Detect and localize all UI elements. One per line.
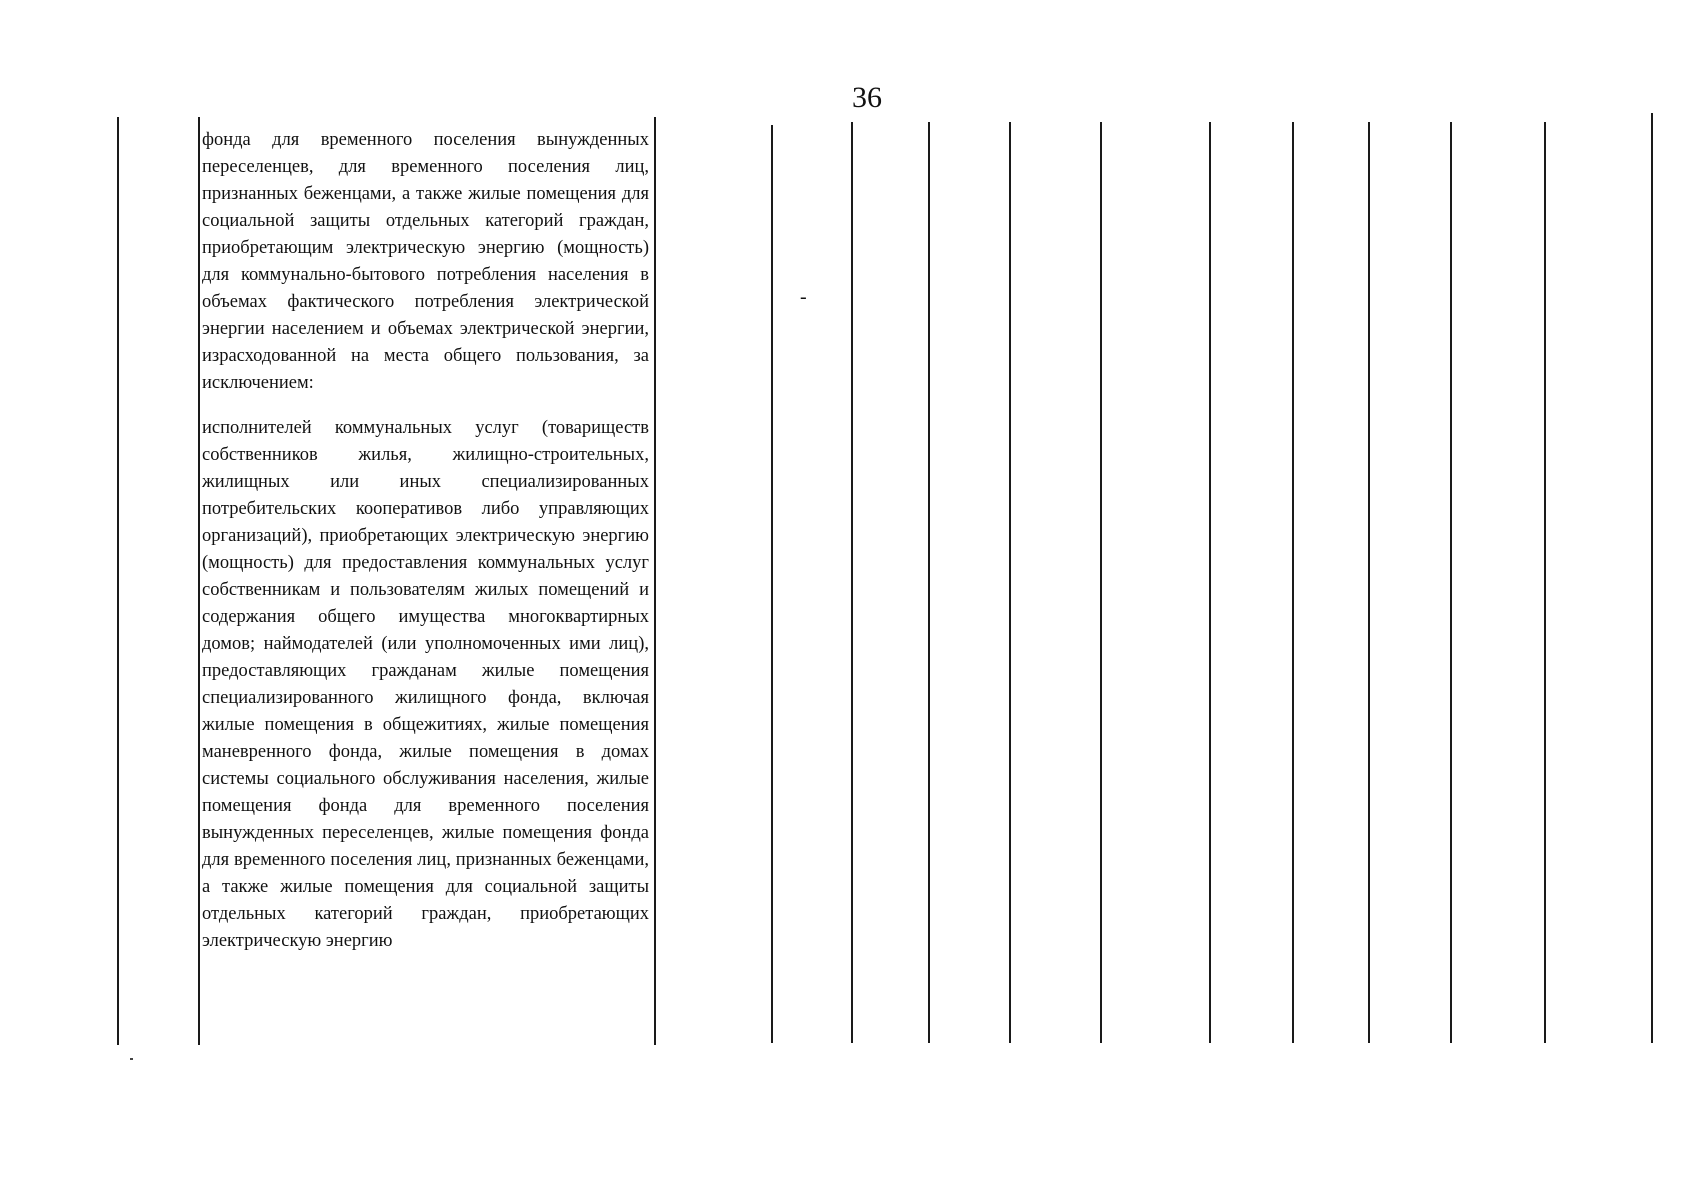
table-column-divider [1009, 122, 1011, 1043]
table-text-cell [202, 127, 649, 955]
table-column-divider [1544, 122, 1546, 1043]
table-column-divider [1292, 122, 1294, 1043]
text-paragraph: фонда для временного поселения вынужденных переселенцев, для временного поселения лиц, признанных беженцами, а также жилые помещения для социальной защиты отдельных категорий граждан, приобретающим электрическую энергию (мощность) для коммунально-бытового потребления населения в объемах фактического потребления электрической энергии населением и объемах электрической энергии, израсходованной на места общего пользования, за исключением: [202, 130, 649, 393]
table-column-divider [1450, 122, 1452, 1043]
table-column-divider [1100, 122, 1102, 1043]
table-column-divider [654, 117, 656, 1045]
table-value-cell: - [800, 286, 807, 308]
table-column-divider [928, 122, 930, 1043]
table-border-right [1651, 113, 1653, 1043]
text-paragraph: исполнителей коммунальных услуг (товариществ собственников жилья, жилищно-строительных, жилищных или иных специализированных потребительских кооперативов либо управляющих организаций), приобретающих электрическую энергию (мощность) для предоставления коммунальных услуг собственникам и пользователям жилых помещений и содержания общего имущества многоквартирных домов; наймодателей (или уполномоченных ими лиц), предоставляющих гражданам жилые помещения специализированного жилищного фонда, включая жилые помещения в общежитиях, жилые помещения маневренного фонда, жилые помещения в домах системы социального обслуживания населения, жилые помещения фонда для временного поселения вынужденных переселенцев, жилые помещения фонда для временного поселения лиц, признанных беженцами, а также жилые помещения для социальной защиты отдельных категорий граждан, приобретающих электрическую энергию [202, 418, 649, 951]
table-column-divider [198, 117, 200, 1045]
table-column-divider [851, 122, 853, 1043]
table-column-divider [1209, 122, 1211, 1043]
table-column-divider [1368, 122, 1370, 1043]
table-border-left [117, 117, 119, 1045]
table-column-divider [771, 125, 773, 1043]
scan-speck [130, 1058, 133, 1060]
page-number: 36 [852, 81, 882, 114]
